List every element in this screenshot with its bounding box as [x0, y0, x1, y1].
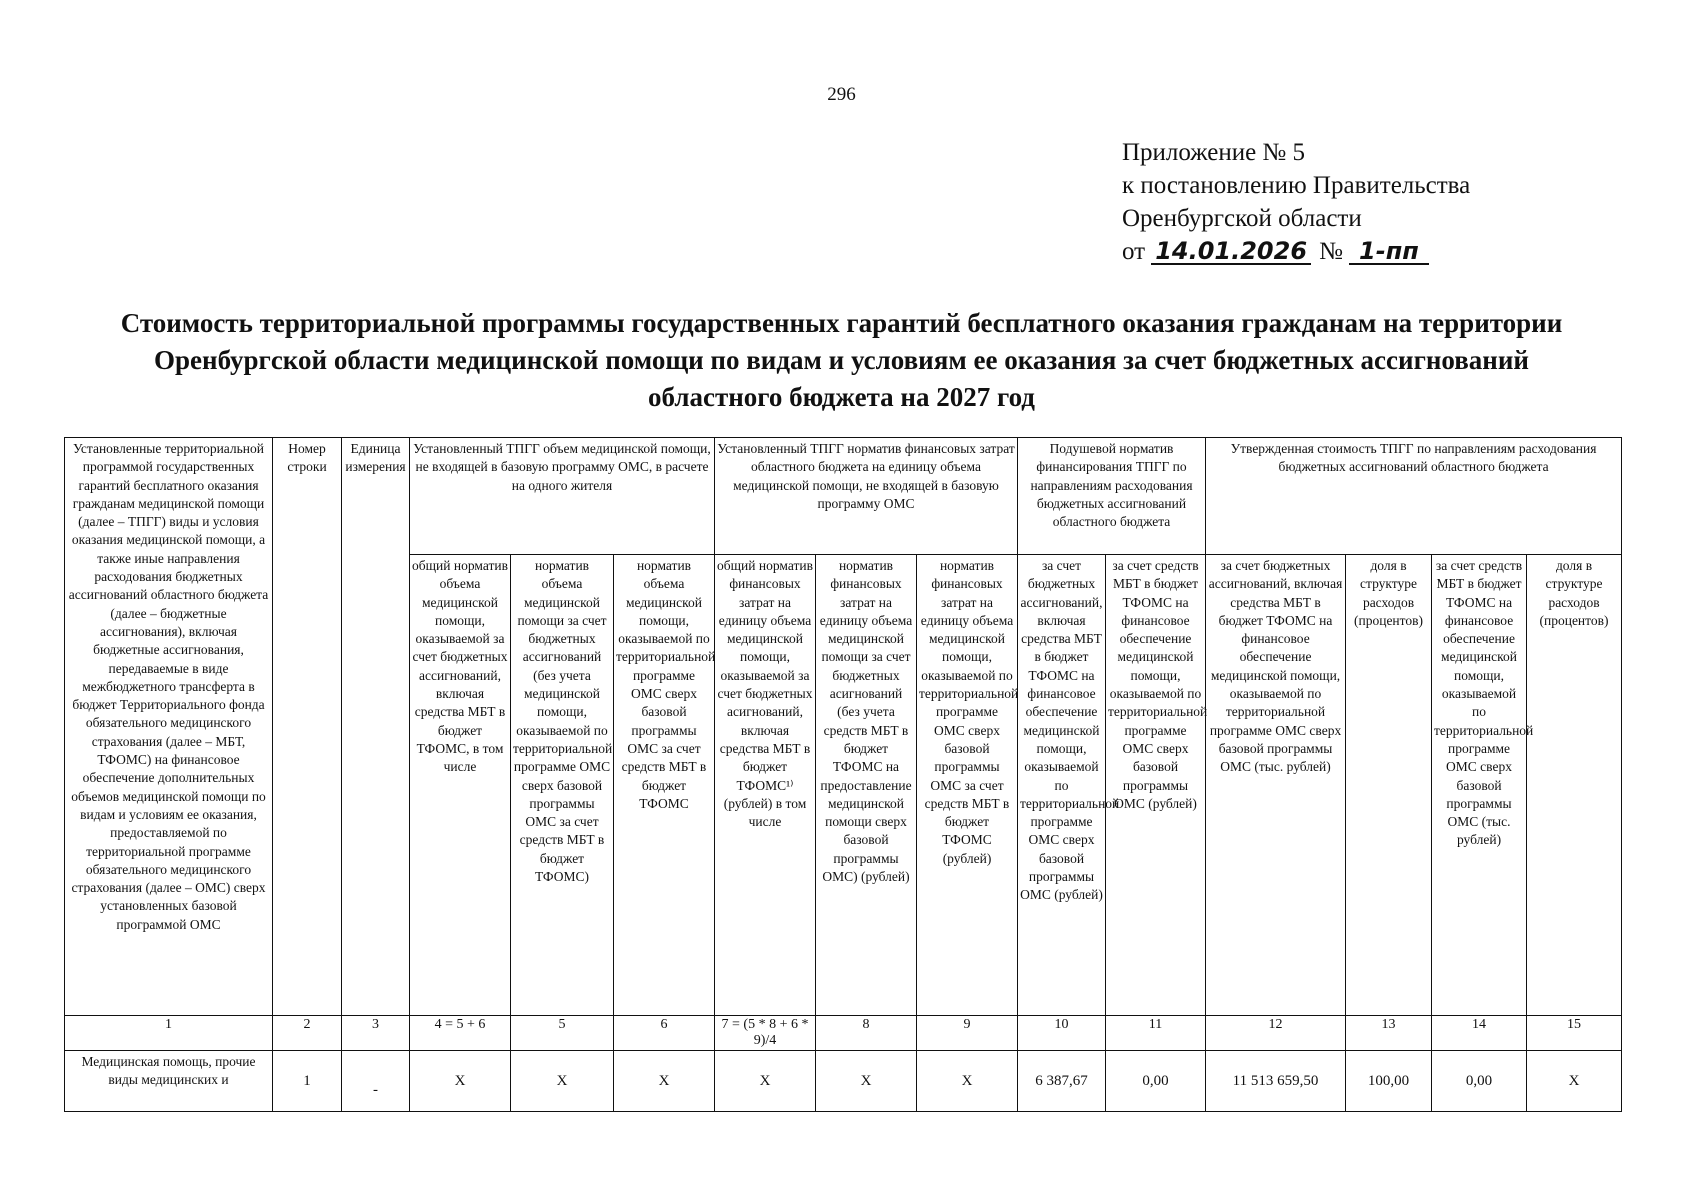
- cost-table-wrapper: [64, 437, 1621, 1112]
- value-cell: Х: [614, 1051, 715, 1112]
- colnum-cell: 1: [65, 1016, 273, 1051]
- header-col14: за счет средств МБТ в бюджет ТФОМС на финансовое обеспечение медицинской помощи, оказываемой по территориальной программе ОМС сверх базовой программы ОМС (тыс. рублей): [1432, 555, 1527, 1016]
- value-cell: 0,00: [1432, 1051, 1527, 1112]
- value-cell: 11 513 659,50: [1206, 1051, 1346, 1112]
- colnum-cell: 3: [342, 1016, 410, 1051]
- colnum-cell: 11: [1106, 1016, 1206, 1051]
- appendix-region: Оренбургской области: [1122, 205, 1362, 232]
- handwritten-date: 14.01.2026: [1151, 239, 1311, 265]
- colnum-cell: 14: [1432, 1016, 1527, 1051]
- header-col15: доля в структуре расходов (процентов): [1527, 555, 1622, 1016]
- header-col5: норматив объема медицинской помощи за счет бюджетных ассигнований (без учета медицинской помощи, оказываемой по территориальной программе ОМС сверх базовой программы ОМС за счет средств МБТ в бюджет ТФОМС): [511, 555, 614, 1016]
- header-col6: норматив объема медицинской помощи, оказываемой по территориальной программе ОМС сверх базовой программы ОМС за счет средств МБТ в бюджет ТФОМС: [614, 555, 715, 1016]
- value-cell: Х: [410, 1051, 511, 1112]
- page-number: 296: [827, 84, 856, 105]
- number-label: №: [1319, 238, 1343, 265]
- header-col2: Номер строки: [273, 438, 342, 1016]
- colnum-cell: 2: [273, 1016, 342, 1051]
- colnum-cell: 8: [816, 1016, 917, 1051]
- appendix-title: Приложение № 5: [1122, 139, 1306, 166]
- colnum-cell: 13: [1346, 1016, 1432, 1051]
- value-cell: Х: [1527, 1051, 1622, 1112]
- header-group-cost-norm: Установленный ТПГГ норматив финансовых затрат областного бюджета на единицу объема медицинской помощи, не входящей в базовую программу ОМС: [715, 438, 1018, 555]
- value-cell: Х: [715, 1051, 816, 1112]
- header-col12: за счет бюджетных ассигнований, включая средства МБТ в бюджет ТФОМС на финансовое обеспечение медицинской помощи, оказываемой по территориальной программе ОМС сверх базовой программы ОМС (тыс. рублей): [1206, 555, 1346, 1016]
- colnum-cell: 15: [1527, 1016, 1622, 1051]
- unit-dash: -: [373, 1081, 378, 1098]
- from-label: от: [1122, 238, 1146, 265]
- value-cell: Х: [511, 1051, 614, 1112]
- document-title: Стоимость территориальной программы государственных гарантий бесплатного оказания гражданам на территории Оренбургской области медицинской помощи по видам и условиям ее оказания за счет бюджетных ассигнований областного бюджета на 2027 год: [120, 308, 1563, 412]
- appendix-block: [1122, 136, 1470, 268]
- header-col8: норматив финансовых затрат на единицу объема медицинской помощи за счет бюджетных асигнований (без учета средств МБТ в бюджет ТФОМС на предоставление медицинской помощи сверх базовой программы ОМС) (рублей): [816, 555, 917, 1016]
- value-cell: 100,00: [1346, 1051, 1432, 1112]
- value-cell: Х: [816, 1051, 917, 1112]
- colnum-cell: 9: [917, 1016, 1018, 1051]
- header-col13: доля в структуре расходов (процентов): [1346, 555, 1432, 1016]
- handwritten-number: 1-пп: [1349, 239, 1429, 265]
- value-cell: Х: [917, 1051, 1018, 1112]
- header-group-approved-cost: Утвержденная стоимость ТПГГ по направлениям расходования бюджетных ассигнований областного бюджета: [1206, 438, 1622, 555]
- row-name-cell: Медицинская помощь, прочие виды медицинских и: [65, 1051, 273, 1112]
- cost-table: [64, 437, 1622, 1112]
- header-col10: за счет бюджетных ассигнований, включая средства МБТ в бюджет ТФОМС на финансовое обеспечение медицинской помощи, оказываемой по территориальной программе ОМС сверх базовой программы ОМС (рублей): [1018, 555, 1106, 1016]
- column-number-row: [65, 1016, 1622, 1051]
- header-row-groups: [65, 438, 1622, 555]
- colnum-cell: 4 = 5 + 6: [410, 1016, 511, 1051]
- header-col9: норматив финансовых затрат на единицу объема медицинской помощи, оказываемой по территориальной программе ОМС сверх базовой программы ОМС за счет средств МБТ в бюджет ТФОМС (рублей): [917, 555, 1018, 1016]
- colnum-cell: 12: [1206, 1016, 1346, 1051]
- header-col1: Установленные территориальной программой государственных гарантий бесплатного оказания гражданам медицинской помощи (далее – ТПГГ) виды и условия оказания медицинской помощи, а также иные направления расходования бюджетных ассигнований областного бюджета (далее – бюджетные ассигнования), включая бюджетные ассигнования, передаваемые в виде межбюджетного трансферта в бюджет Территориального фонда обязательного медицинского страхования (далее – МБТ, ТФОМС) на финансовое обеспечение дополнительных объемов медицинской помощи по видам и условиям ее оказания, предоставляемой по территориальной программе обязательного медицинского страхования (далее – ОМС) сверх установленных базовой программой ОМС: [65, 438, 273, 1016]
- header-group-volume: Установленный ТПГГ объем медицинской помощи, не входящей в базовую программу ОМС, в расчете на одного жителя: [410, 438, 715, 555]
- colnum-cell: 5: [511, 1016, 614, 1051]
- colnum-cell: 7 = (5 * 8 + 6 * 9)/4: [715, 1016, 816, 1051]
- header-col11: за счет средств МБТ в бюджет ТФОМС на финансовое обеспечение медицинской помощи, оказываемой по территориальной программе ОМС сверх базовой программы ОМС (рублей): [1106, 555, 1206, 1016]
- appendix-resolution: к постановлению Правительства: [1122, 172, 1471, 199]
- table-row: [65, 1051, 1622, 1112]
- unit-cell: [342, 1051, 410, 1112]
- colnum-cell: 10: [1018, 1016, 1106, 1051]
- appendix-date-line: [1122, 235, 1470, 268]
- value-cell: 0,00: [1106, 1051, 1206, 1112]
- row-number-cell: 1: [273, 1051, 342, 1112]
- value-cell: 6 387,67: [1018, 1051, 1106, 1112]
- colnum-cell: 6: [614, 1016, 715, 1051]
- header-group-per-capita: Подушевой норматив финансирования ТПГГ по направлениям расходования бюджетных ассигнований областного бюджета: [1018, 438, 1206, 555]
- header-col4: общий норматив объема медицинской помощи, оказываемой за счет бюджетных ассигнований, включая средства МБТ в бюджет ТФОМС, в том числе: [410, 555, 511, 1016]
- header-col3: Единица измерения: [342, 438, 410, 1016]
- header-col7: общий норматив финансовых затрат на единицу объема медицинской помощи, оказываемой за счет бюджетных асигнований, включая средства МБТ в бюджет ТФОМС¹⁾ (рублей) в том числе: [715, 555, 816, 1016]
